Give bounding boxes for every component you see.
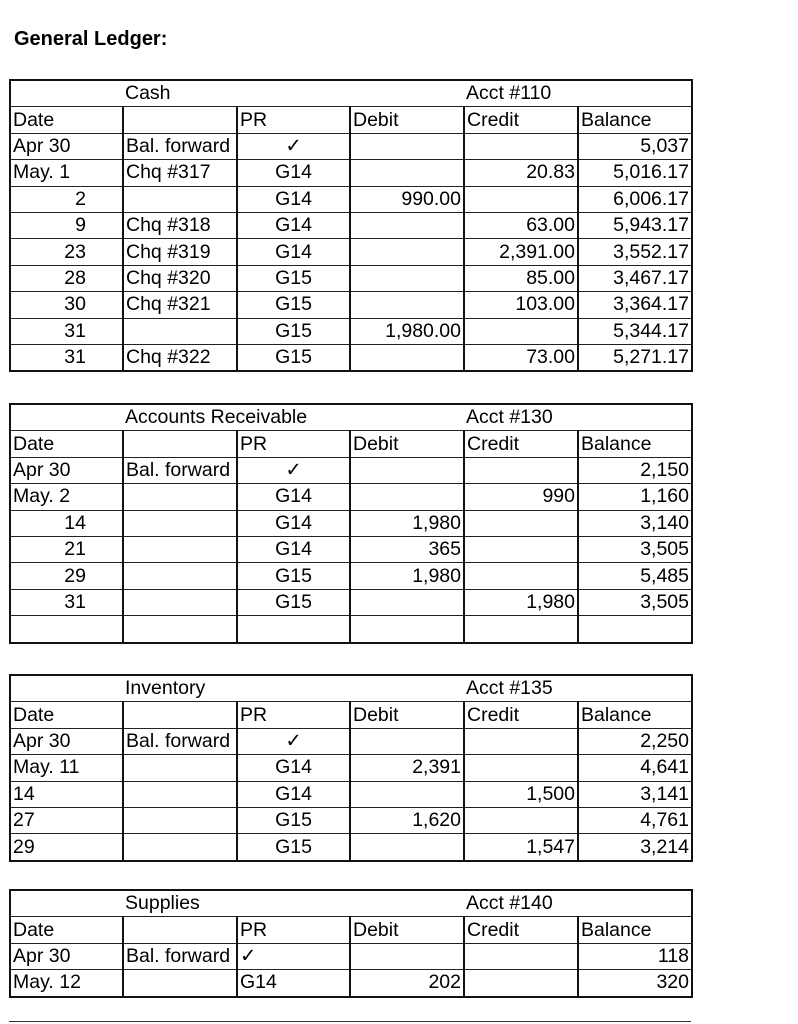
cell-debit xyxy=(350,344,464,371)
header-date: Date xyxy=(10,917,123,943)
ledger-row xyxy=(10,318,692,344)
cell-debit xyxy=(350,943,464,969)
cell-debit xyxy=(350,239,464,265)
ledger-row xyxy=(10,728,692,754)
page-title: General Ledger: xyxy=(14,28,168,50)
cell-date: 29 xyxy=(10,834,123,861)
cell-balance: 4,761 xyxy=(578,807,692,833)
cell-debit: 1,980 xyxy=(350,563,464,589)
cell-credit xyxy=(464,510,578,536)
cell-debit xyxy=(350,834,464,861)
cell-debit xyxy=(350,265,464,291)
cell-balance: 3,552.17 xyxy=(578,239,692,265)
ledger-table-supplies xyxy=(9,889,693,998)
cell-balance: 6,006.17 xyxy=(578,186,692,212)
cell-pr: ✓ xyxy=(237,133,350,159)
header-credit: Credit xyxy=(464,917,578,943)
cell-date: 23 xyxy=(10,239,123,265)
cell-credit: 1,547 xyxy=(464,834,578,861)
cell-date: 14 xyxy=(10,781,123,807)
cell-date: 31 xyxy=(10,344,123,371)
cell-balance: 320 xyxy=(578,970,692,997)
ledger-row xyxy=(10,510,692,536)
cell-description xyxy=(123,970,237,997)
cell-debit xyxy=(350,212,464,238)
cell-credit xyxy=(464,318,578,344)
account-number: Acct #135 xyxy=(464,675,578,702)
cell-description: Chq #317 xyxy=(123,160,237,186)
cell-balance: 118 xyxy=(578,943,692,969)
cell-debit: 365 xyxy=(350,536,464,562)
cell-pr xyxy=(237,616,350,643)
cell-credit: 990 xyxy=(464,484,578,510)
cell-pr: G14 xyxy=(237,212,350,238)
cell-pr: ✓ xyxy=(237,728,350,754)
header-debit: Debit xyxy=(350,917,464,943)
cell-credit xyxy=(464,728,578,754)
cell-credit xyxy=(464,755,578,781)
account-name: Inventory xyxy=(123,675,237,702)
ledger-body xyxy=(10,890,692,997)
cell-date: 2 xyxy=(10,186,123,212)
account-title-row xyxy=(10,404,692,431)
cell-description: Bal. forward xyxy=(123,943,237,969)
cell-balance: 3,467.17 xyxy=(578,265,692,291)
cell-credit xyxy=(464,457,578,483)
cell-credit: 85.00 xyxy=(464,265,578,291)
header-credit: Credit xyxy=(464,702,578,728)
cell-description: Chq #321 xyxy=(123,292,237,318)
cell-debit xyxy=(350,133,464,159)
cell-credit: 103.00 xyxy=(464,292,578,318)
cell-date: 9 xyxy=(10,212,123,238)
cell-date: May. 1 xyxy=(10,160,123,186)
header-date: Date xyxy=(10,702,123,728)
ledger-row xyxy=(10,292,692,318)
cell-description xyxy=(123,834,237,861)
cell-date: 28 xyxy=(10,265,123,291)
column-header-row xyxy=(10,917,692,943)
cell-date: 27 xyxy=(10,807,123,833)
cell-pr: G15 xyxy=(237,589,350,615)
cell-date: 14 xyxy=(10,510,123,536)
ledger-row xyxy=(10,807,692,833)
cell-date: Apr 30 xyxy=(10,457,123,483)
cell-description xyxy=(123,755,237,781)
cell-pr: ✓ xyxy=(237,457,350,483)
cell-date: 21 xyxy=(10,536,123,562)
cell-description xyxy=(123,807,237,833)
cell-date: 31 xyxy=(10,589,123,615)
header-debit: Debit xyxy=(350,107,464,133)
cell-balance: 2,250 xyxy=(578,728,692,754)
cell-balance: 5,943.17 xyxy=(578,212,692,238)
cell-description: Bal. forward xyxy=(123,133,237,159)
account-number: Acct #130 xyxy=(464,404,578,431)
header-date: Date xyxy=(10,107,123,133)
cell-pr: G15 xyxy=(237,292,350,318)
header-date: Date xyxy=(10,431,123,457)
cell-pr: G14 xyxy=(237,510,350,536)
cell-date xyxy=(10,616,123,643)
header-balance: Balance xyxy=(578,431,692,457)
cell-description xyxy=(123,510,237,536)
cell-date: Apr 30 xyxy=(10,943,123,969)
cell-description: Bal. forward xyxy=(123,457,237,483)
cell-description: Chq #320 xyxy=(123,265,237,291)
cell-pr: G14 xyxy=(237,755,350,781)
cell-debit: 1,980 xyxy=(350,510,464,536)
header-debit: Debit xyxy=(350,431,464,457)
cell-pr: G15 xyxy=(237,265,350,291)
header-debit: Debit xyxy=(350,702,464,728)
cell-credit: 1,980 xyxy=(464,589,578,615)
cell-debit: 1,620 xyxy=(350,807,464,833)
cell-debit xyxy=(350,292,464,318)
cell-description xyxy=(123,484,237,510)
cell-credit xyxy=(464,186,578,212)
cell-debit: 202 xyxy=(350,970,464,997)
cell-balance: 3,505 xyxy=(578,536,692,562)
ledger-body xyxy=(10,675,692,861)
cell-pr: ✓ xyxy=(237,943,350,969)
header-balance: Balance xyxy=(578,702,692,728)
cell-pr: G15 xyxy=(237,834,350,861)
cell-balance: 1,160 xyxy=(578,484,692,510)
cell-debit xyxy=(350,616,464,643)
header-balance: Balance xyxy=(578,917,692,943)
cell-debit xyxy=(350,589,464,615)
account-title-row xyxy=(10,675,692,702)
cell-balance: 4,641 xyxy=(578,755,692,781)
cell-credit: 2,391.00 xyxy=(464,239,578,265)
cell-pr: G14 xyxy=(237,781,350,807)
ledger-row xyxy=(10,563,692,589)
column-header-row xyxy=(10,702,692,728)
account-name: Supplies xyxy=(123,890,237,917)
cell-balance: 3,141 xyxy=(578,781,692,807)
ledger-row xyxy=(10,970,692,997)
cell-debit xyxy=(350,160,464,186)
header-pr: PR xyxy=(237,702,350,728)
cell-balance: 5,016.17 xyxy=(578,160,692,186)
account-name: Accounts Receivable xyxy=(123,404,237,431)
ledger-row xyxy=(10,457,692,483)
cell-credit xyxy=(464,616,578,643)
cell-balance: 3,364.17 xyxy=(578,292,692,318)
cell-credit xyxy=(464,970,578,997)
ledger-body xyxy=(10,80,692,371)
cell-balance: 3,505 xyxy=(578,589,692,615)
cell-debit xyxy=(350,781,464,807)
cell-debit xyxy=(350,484,464,510)
cell-debit xyxy=(350,457,464,483)
ledger-table-inventory xyxy=(9,674,693,862)
ledger-table-accounts-receivable xyxy=(9,403,693,644)
ledger-row xyxy=(10,239,692,265)
cell-pr: G15 xyxy=(237,807,350,833)
cell-description xyxy=(123,781,237,807)
account-number: Acct #140 xyxy=(464,890,578,917)
ledger-row xyxy=(10,265,692,291)
cell-balance: 3,214 xyxy=(578,834,692,861)
cell-pr: G14 xyxy=(237,160,350,186)
ledger-row xyxy=(10,781,692,807)
cell-description: Chq #322 xyxy=(123,344,237,371)
header-pr: PR xyxy=(237,917,350,943)
cell-date: May. 2 xyxy=(10,484,123,510)
cell-date: Apr 30 xyxy=(10,133,123,159)
cell-description xyxy=(123,616,237,643)
cell-description: Chq #319 xyxy=(123,239,237,265)
header-credit: Credit xyxy=(464,431,578,457)
cell-pr: G14 xyxy=(237,536,350,562)
ledger-row xyxy=(10,834,692,861)
ledger-table-cash xyxy=(9,79,693,372)
cell-pr: G14 xyxy=(237,239,350,265)
ledger-row xyxy=(10,536,692,562)
ledger-row xyxy=(10,943,692,969)
cell-balance: 2,150 xyxy=(578,457,692,483)
cell-pr: G15 xyxy=(237,344,350,371)
ledger-row xyxy=(10,212,692,238)
cell-description xyxy=(123,186,237,212)
cell-debit: 990.00 xyxy=(350,186,464,212)
cell-credit xyxy=(464,807,578,833)
cell-balance: 5,344.17 xyxy=(578,318,692,344)
cell-credit: 73.00 xyxy=(464,344,578,371)
cell-pr: G14 xyxy=(237,186,350,212)
cell-credit xyxy=(464,133,578,159)
header-pr: PR xyxy=(237,107,350,133)
ledger-row xyxy=(10,186,692,212)
account-title-row xyxy=(10,80,692,107)
cell-balance: 3,140 xyxy=(578,510,692,536)
account-title-row xyxy=(10,890,692,917)
cell-credit: 1,500 xyxy=(464,781,578,807)
account-number: Acct #110 xyxy=(464,80,578,107)
cell-credit: 63.00 xyxy=(464,212,578,238)
cell-balance: 5,271.17 xyxy=(578,344,692,371)
ledger-row xyxy=(10,160,692,186)
cell-balance: 5,485 xyxy=(578,563,692,589)
cell-date: 29 xyxy=(10,563,123,589)
cell-date: May. 12 xyxy=(10,970,123,997)
ledger-row xyxy=(10,755,692,781)
cell-debit xyxy=(350,728,464,754)
cell-date: 30 xyxy=(10,292,123,318)
cell-description xyxy=(123,589,237,615)
cell-pr: G14 xyxy=(237,484,350,510)
column-header-row xyxy=(10,107,692,133)
cell-credit: 20.83 xyxy=(464,160,578,186)
ledger-row xyxy=(10,589,692,615)
cell-pr: G15 xyxy=(237,563,350,589)
account-name: Cash xyxy=(123,80,237,107)
cell-credit xyxy=(464,536,578,562)
ledger-row xyxy=(10,616,692,643)
divider xyxy=(9,1021,691,1022)
cell-credit xyxy=(464,563,578,589)
ledger-body xyxy=(10,404,692,643)
cell-balance xyxy=(578,616,692,643)
cell-debit: 1,980.00 xyxy=(350,318,464,344)
ledger-row xyxy=(10,484,692,510)
cell-description xyxy=(123,563,237,589)
header-pr: PR xyxy=(237,431,350,457)
cell-date: May. 11 xyxy=(10,755,123,781)
ledger-row xyxy=(10,133,692,159)
cell-description xyxy=(123,318,237,344)
cell-description: Chq #318 xyxy=(123,212,237,238)
header-balance: Balance xyxy=(578,107,692,133)
cell-description: Bal. forward xyxy=(123,728,237,754)
cell-description xyxy=(123,536,237,562)
cell-credit xyxy=(464,943,578,969)
cell-balance: 5,037 xyxy=(578,133,692,159)
ledger-row xyxy=(10,344,692,371)
column-header-row xyxy=(10,431,692,457)
cell-debit: 2,391 xyxy=(350,755,464,781)
cell-date: 31 xyxy=(10,318,123,344)
header-credit: Credit xyxy=(464,107,578,133)
cell-date: Apr 30 xyxy=(10,728,123,754)
cell-pr: G15 xyxy=(237,318,350,344)
cell-pr: G14 xyxy=(237,970,350,997)
